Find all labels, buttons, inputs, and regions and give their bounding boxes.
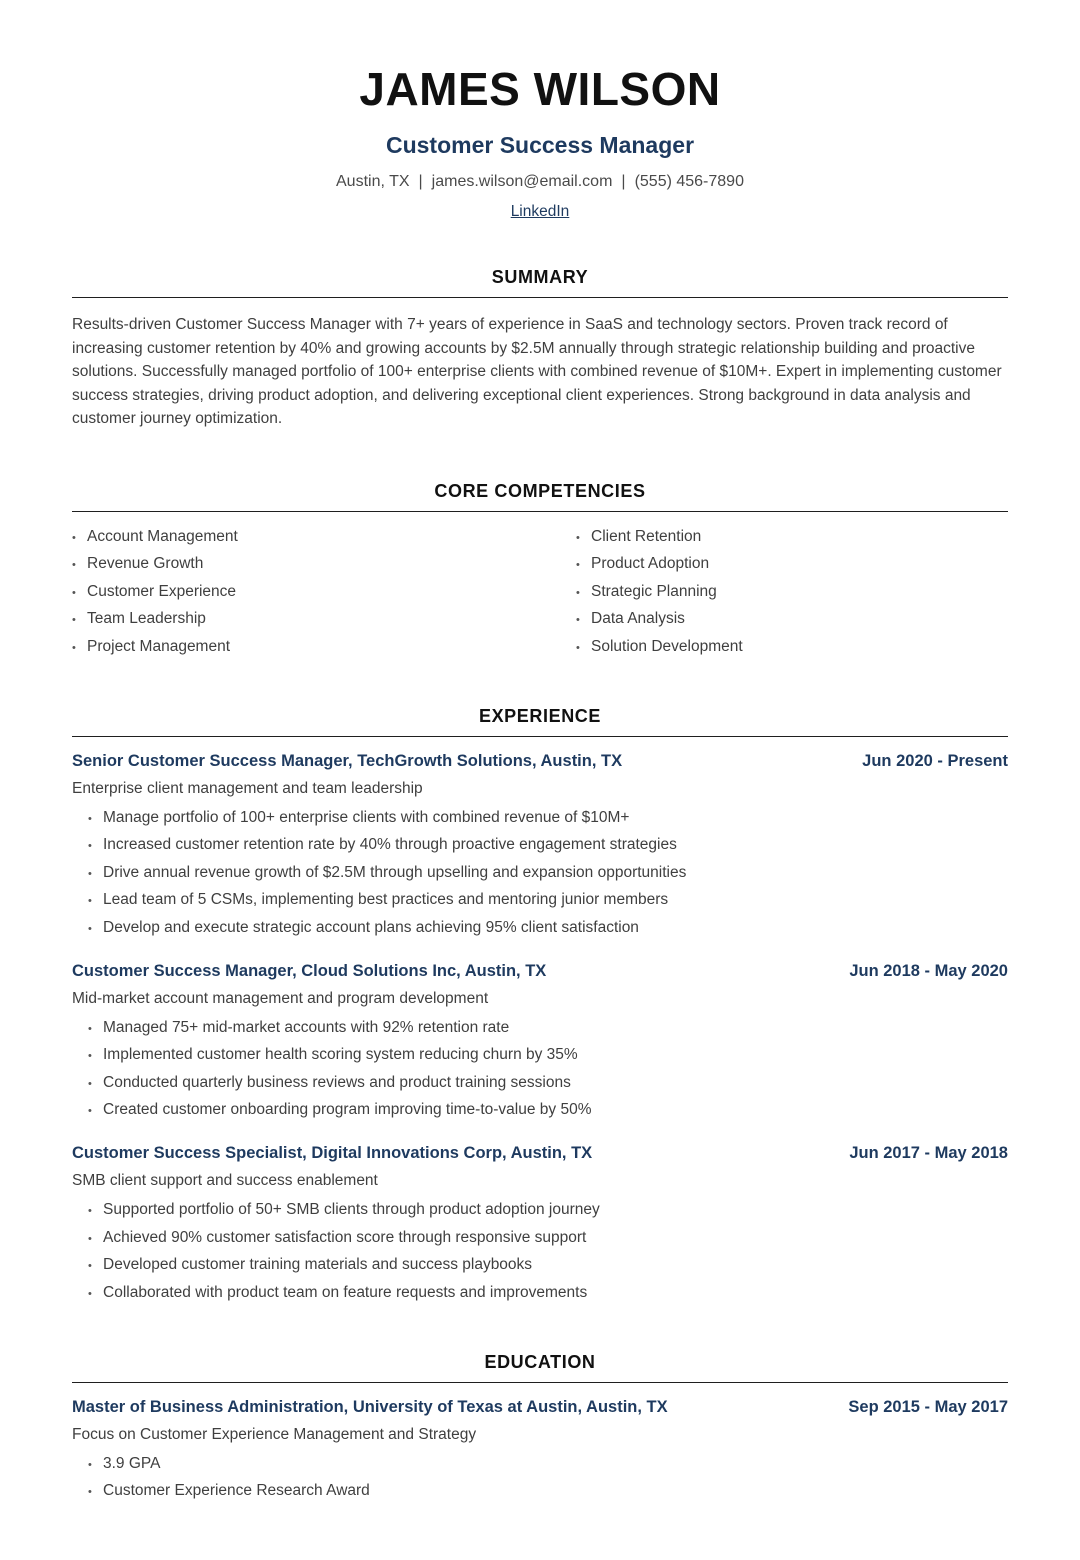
job-dates: Jun 2018 - May 2020	[849, 961, 1008, 980]
job-entry	[72, 962, 1008, 1120]
job-bullet: • Supported portfolio of 50+ SMB clients through product adoption journey	[88, 1200, 1008, 1219]
job-bullet: • Lead team of 5 CSMs, implementing best practices and mentoring junior members	[88, 890, 1008, 909]
summary-section	[72, 267, 1008, 431]
job-header-row	[72, 1144, 1008, 1163]
contact-line	[72, 173, 1008, 191]
job-bullets	[72, 808, 1008, 937]
job-title: Senior Customer Success Manager, TechGrowth Solutions, Austin, TX	[72, 751, 623, 770]
job-bullet: • Collaborated with product team on feature requests and improvements	[88, 1283, 1008, 1302]
competency-item: • Client Retention	[576, 527, 1008, 546]
competency-item: • Solution Development	[576, 637, 1008, 656]
competency-item: • Team Leadership	[72, 609, 576, 628]
contact-location: Austin, TX	[336, 173, 410, 190]
contact-phone: (555) 456-7890	[634, 173, 744, 190]
section-heading-summary: SUMMARY	[491, 267, 589, 287]
section-heading-experience: EXPERIENCE	[478, 705, 602, 726]
education-entry	[72, 1398, 1008, 1501]
education-section	[72, 1352, 1008, 1501]
job-bullet: • Increased customer retention rate by 40% through proactive engagement strategies	[88, 835, 1008, 854]
candidate-name: JAMES WILSON	[359, 63, 721, 115]
section-divider	[72, 511, 1008, 512]
job-bullet: • Implemented customer health scoring system reducing churn by 35%	[88, 1045, 1008, 1064]
education-dates: Sep 2015 - May 2017	[848, 1397, 1008, 1416]
competency-item: • Data Analysis	[576, 609, 1008, 628]
job-header-row	[72, 752, 1008, 771]
experience-section	[72, 706, 1008, 1302]
resume-header	[72, 62, 1008, 221]
section-divider	[72, 297, 1008, 298]
job-title: Customer Success Specialist, Digital Innovations Corp, Austin, TX	[72, 1144, 593, 1162]
job-dates: Jun 2017 - May 2018	[849, 1144, 1008, 1162]
section-divider	[72, 1382, 1008, 1383]
job-bullet: • Created customer onboarding program improving time-to-value by 50%	[88, 1100, 1008, 1119]
competencies-right-column	[576, 527, 1008, 656]
education-subtitle: Focus on Customer Experience Management and Strategy	[72, 1425, 477, 1443]
job-bullets	[72, 1200, 1008, 1302]
summary-text: Results-driven Customer Success Manager with 7+ years of experience in SaaS and technology sectors. Proven track record of increasing customer retention by 40% and growing accounts by $2.5M annually through strategic relationship building and proactive solutions. Successfully managed portfolio of 100+ enterprise clients with combined revenue of $10M+. Expert in implementing customer success strategies, driving product adoption, and delivering exceptional client experiences. Strong background in data analysis and customer journey optimization.	[72, 316, 1002, 427]
education-bullet: • 3.9 GPA	[88, 1454, 1008, 1473]
education-header-row	[72, 1398, 1008, 1417]
competencies-left-column	[72, 527, 576, 656]
job-bullets	[72, 1018, 1008, 1120]
contact-email: james.wilson@email.com	[431, 173, 613, 190]
section-heading-core-competencies: CORE COMPETENCIES	[434, 480, 646, 501]
contact-separator: |	[621, 173, 626, 190]
job-entry	[72, 752, 1008, 937]
linkedin-link[interactable]: LinkedIn	[510, 203, 570, 220]
contact-separator: |	[418, 173, 423, 190]
job-entry	[72, 1144, 1008, 1302]
core-competencies-section	[72, 481, 1008, 656]
competency-item: • Account Management	[72, 527, 576, 546]
section-heading-education: EDUCATION	[484, 1351, 596, 1372]
competency-item: • Revenue Growth	[72, 554, 576, 573]
competency-item: • Product Adoption	[576, 554, 1008, 573]
job-bullet: • Manage portfolio of 100+ enterprise clients with combined revenue of $10M+	[88, 808, 1008, 827]
competency-item: • Project Management	[72, 637, 576, 656]
job-subtitle: SMB client support and success enablement	[72, 1172, 378, 1189]
section-divider	[72, 736, 1008, 737]
job-header-row	[72, 962, 1008, 981]
competency-item: • Strategic Planning	[576, 582, 1008, 601]
competency-item: • Customer Experience	[72, 582, 576, 601]
candidate-title: Customer Success Manager	[385, 132, 695, 158]
job-subtitle: Mid-market account management and program development	[72, 989, 489, 1007]
job-bullet: • Conducted quarterly business reviews and product training sessions	[88, 1073, 1008, 1092]
linkedin-row	[72, 203, 1008, 221]
education-bullets	[72, 1454, 1008, 1501]
job-bullet: • Developed customer training materials and success playbooks	[88, 1255, 1008, 1274]
job-bullet: • Achieved 90% customer satisfaction score through responsive support	[88, 1228, 1008, 1247]
job-bullet: • Develop and execute strategic account plans achieving 95% client satisfaction	[88, 918, 1008, 937]
job-bullet: • Drive annual revenue growth of $2.5M through upselling and expansion opportunities	[88, 863, 1008, 882]
job-title: Customer Success Manager, Cloud Solutions Inc, Austin, TX	[72, 961, 547, 980]
job-bullet: • Managed 75+ mid-market accounts with 92% retention rate	[88, 1018, 1008, 1037]
education-bullet: • Customer Experience Research Award	[88, 1481, 1008, 1500]
education-degree: Master of Business Administration, University of Texas at Austin, Austin, TX	[72, 1397, 668, 1416]
job-subtitle: Enterprise client management and team leadership	[72, 779, 423, 797]
competencies-grid	[72, 527, 1008, 656]
job-dates: Jun 2020 - Present	[862, 751, 1008, 770]
